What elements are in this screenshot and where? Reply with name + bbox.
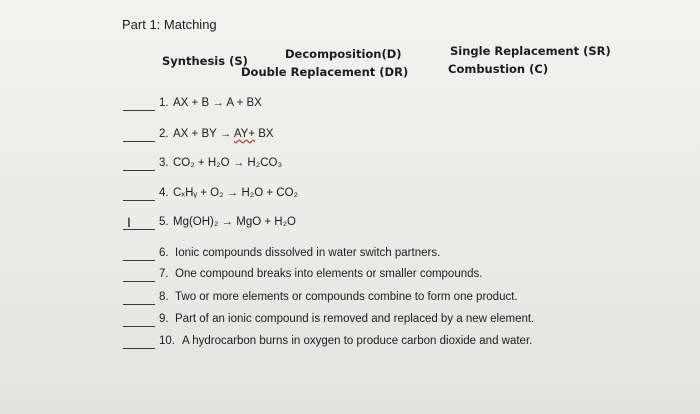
question-number: 8. [159,291,169,303]
equation-right: BX [255,128,274,140]
question-row-3 [0,157,700,177]
question-number: 10. [159,335,175,347]
answer-blank[interactable] [123,170,155,171]
header-combustion: Combustion (C) [448,62,549,76]
question-number: 9. [159,313,169,325]
question-equation: CO₂ + H₂O → H₂CO₃ [173,157,283,169]
answer-blank[interactable] [123,260,155,261]
header-double-replacement: Double Replacement (DR) [241,65,409,79]
question-number: 4. [159,187,169,199]
question-number: 1. [159,97,169,109]
answer-blank[interactable] [123,281,155,282]
question-row-5 [0,216,700,236]
question-row-7 [0,268,700,288]
question-equation: AX + B → A + BX [173,97,262,109]
question-description: Part of an ionic compound is removed and replaced by a new element. [175,313,535,325]
spellcheck-underlined-text: AY+ [233,128,256,140]
header-single-replacement: Single Replacement (SR) [450,44,611,58]
answer-blank[interactable] [123,326,155,327]
header-decomposition: Decomposition(D) [285,47,402,61]
answer-mark: I [127,214,131,230]
question-equation [173,128,274,140]
question-description: Ionic compounds dissolved in water switch partners. [175,247,441,259]
header-synthesis: Synthesis (S) [162,54,248,68]
question-number: 3. [159,157,169,169]
question-row-9 [0,313,700,333]
question-description: A hydrocarbon burns in oxygen to produce carbon dioxide and water. [182,335,533,347]
question-number: 2. [159,128,169,140]
question-number: 7. [159,268,169,280]
answer-blank[interactable] [123,304,155,305]
question-row-4 [0,187,700,207]
question-description: One compound breaks into elements or smaller compounds. [175,268,483,280]
question-row-8 [0,291,700,311]
question-equation: Mg(OH)₂ → MgO + H₂O [173,216,296,228]
answer-blank[interactable] [123,110,155,111]
answer-blank[interactable] [123,200,155,201]
question-description: Two or more elements or compounds combine to form one product. [175,291,518,303]
question-row-6 [0,247,700,267]
question-row-2 [0,128,700,148]
question-equation: CₓHᵧ + O₂ → H₂O + CO₂ [173,187,299,199]
worksheet-title: Part 1: Matching [122,17,217,32]
equation-left: AX + BY → [173,128,234,140]
question-number: 6. [159,247,169,259]
answer-blank[interactable] [123,141,155,142]
question-number: 5. [159,216,169,228]
question-row-1 [0,97,700,117]
answer-blank[interactable] [123,348,155,349]
question-row-10 [0,335,700,355]
